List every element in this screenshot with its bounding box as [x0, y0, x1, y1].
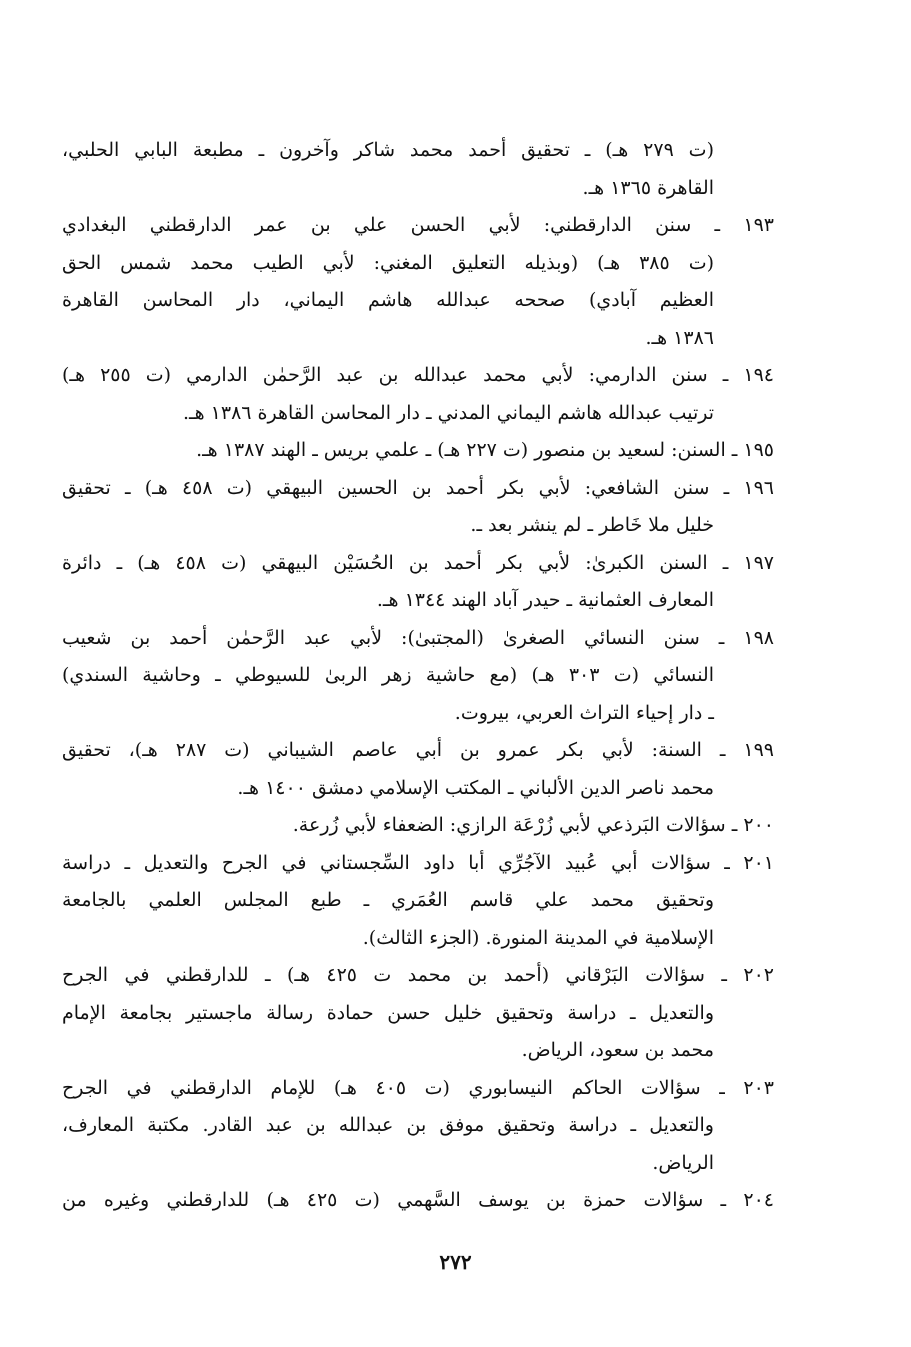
text-line: الإسلامية في المدينة المنورة. (الجزء الثالث). — [362, 926, 714, 949]
text-line: ١٩٨ ـ سنن النسائي الصغرىٰ (المجتبىٰ): لأبي عبد الرَّحمٰن أحمد بن شعيب — [62, 626, 774, 649]
bibliography-text — [62, 132, 774, 1220]
text-line: المعارف العثمانية ـ حيدر آباد الهند ١٣٤٤ هـ. — [376, 589, 714, 611]
text-line: ترتيب عبدالله هاشم اليماني المدني ـ دار المحاسن القاهرة ١٣٨٦ هـ. — [182, 401, 714, 424]
text-line: محمد بن سعود، الرياض. — [521, 1039, 714, 1061]
text-line: العظيم آبادي) صححه عبدالله هاشم اليماني، دار المحاسن القاهرة — [62, 289, 714, 311]
page-number: ٢٧٢ — [439, 1250, 472, 1274]
text-line: وتحقيق محمد علي قاسم العُمَري ـ طبع المجلس العلمي بالجامعة — [62, 889, 714, 911]
text-line: القاهرة ١٣٦٥ هـ. — [582, 176, 714, 199]
text-line: ٢٠٠ ـ سؤالات البَرذعي لأبي زُرْعَة الرازي: الضعفاء لأبي زُرعة. — [292, 814, 774, 836]
text-line: (ت ٢٧٩ هـ) ـ تحقيق أحمد محمد شاكر وآخرون ـ مطبعة البابي الحلبي، — [62, 139, 714, 161]
text-line: ١٩٣ ـ سنن الدارقطني: لأبي الحسن علي بن عمر الدارقطني البغدادي — [62, 214, 774, 236]
text-line: ١٩٤ ـ سنن الدارمي: لأبي محمد عبدالله بن عبد الرَّحمٰن الدارمي (ت ٢٥٥ هـ) — [62, 364, 774, 386]
text-line: ٢٠٤ ـ سؤالات حمزة بن يوسف السَّهمي (ت ٤٢٥ هـ) للدارقطني وغيره من — [62, 1189, 774, 1211]
text-line: ١٣٨٦ هـ. — [645, 326, 714, 349]
text-line: الرياض. — [652, 1151, 714, 1174]
text-line: والتعديل ـ دراسة وتحقيق خليل حسن حمادة رسالة ماجستير بجامعة الإمام — [62, 1001, 714, 1024]
text-line: والتعديل ـ دراسة وتحقيق موفق بن عبدالله بن عبد القادر. مكتبة المعارف، — [62, 1114, 714, 1136]
text-line: ١٩٧ ـ السنن الكبرىٰ: لأبي بكر أحمد بن الحُسَيْن البيهقي (ت ٤٥٨ هـ) ـ دائرة — [62, 551, 774, 574]
text-line: ١٩٥ ـ السنن: لسعيد بن منصور (ت ٢٢٧ هـ) ـ علمي بريس ـ الهند ١٣٨٧ هـ. — [196, 439, 774, 461]
text-line: ٢٠٣ ـ سؤالات الحاكم النيسابوري (ت ٤٠٥ هـ) للإمام الدارقطني في الجرح — [62, 1076, 774, 1099]
text-line: محمد ناصر الدين الألباني ـ المكتب الإسلامي دمشق ١٤٠٠ هـ. — [237, 776, 714, 799]
text-line: خليل ملا خَاطر ـ لم ينشر بعد ـ. — [470, 514, 714, 536]
text-line: ٢٠١ ـ سؤالات أبي عُبيد الآجُرِّي أبا داود السِّجستاني في الجرح والتعديل ـ دراسة — [62, 851, 774, 874]
text-line: ـ دار إحياء التراث العربي، بيروت. — [454, 701, 714, 724]
text-line: ١٩٦ ـ سنن الشافعي: لأبي بكر أحمد بن الحسين البيهقي (ت ٤٥٨ هـ) ـ تحقيق — [62, 476, 774, 499]
text-line: (ت ٣٨٥ هـ) (وبذيله التعليق المغني: لأبي الطيب محمد شمس الحق — [62, 251, 714, 274]
text-line: ٢٠٢ ـ سؤالات البَرْقاني (أحمد بن محمد ت ٤٢٥ هـ) ـ للدارقطني في الجرح — [62, 964, 774, 986]
text-line: النسائي (ت ٣٠٣ هـ) (مع حاشية زهر الربىٰ للسيوطي ـ وحاشية السندي) — [62, 664, 715, 686]
text-line: ١٩٩ ـ السنة: لأبي بكر عمرو بن أبي عاصم الشيباني (ت ٢٨٧ هـ)، تحقيق — [62, 739, 774, 761]
